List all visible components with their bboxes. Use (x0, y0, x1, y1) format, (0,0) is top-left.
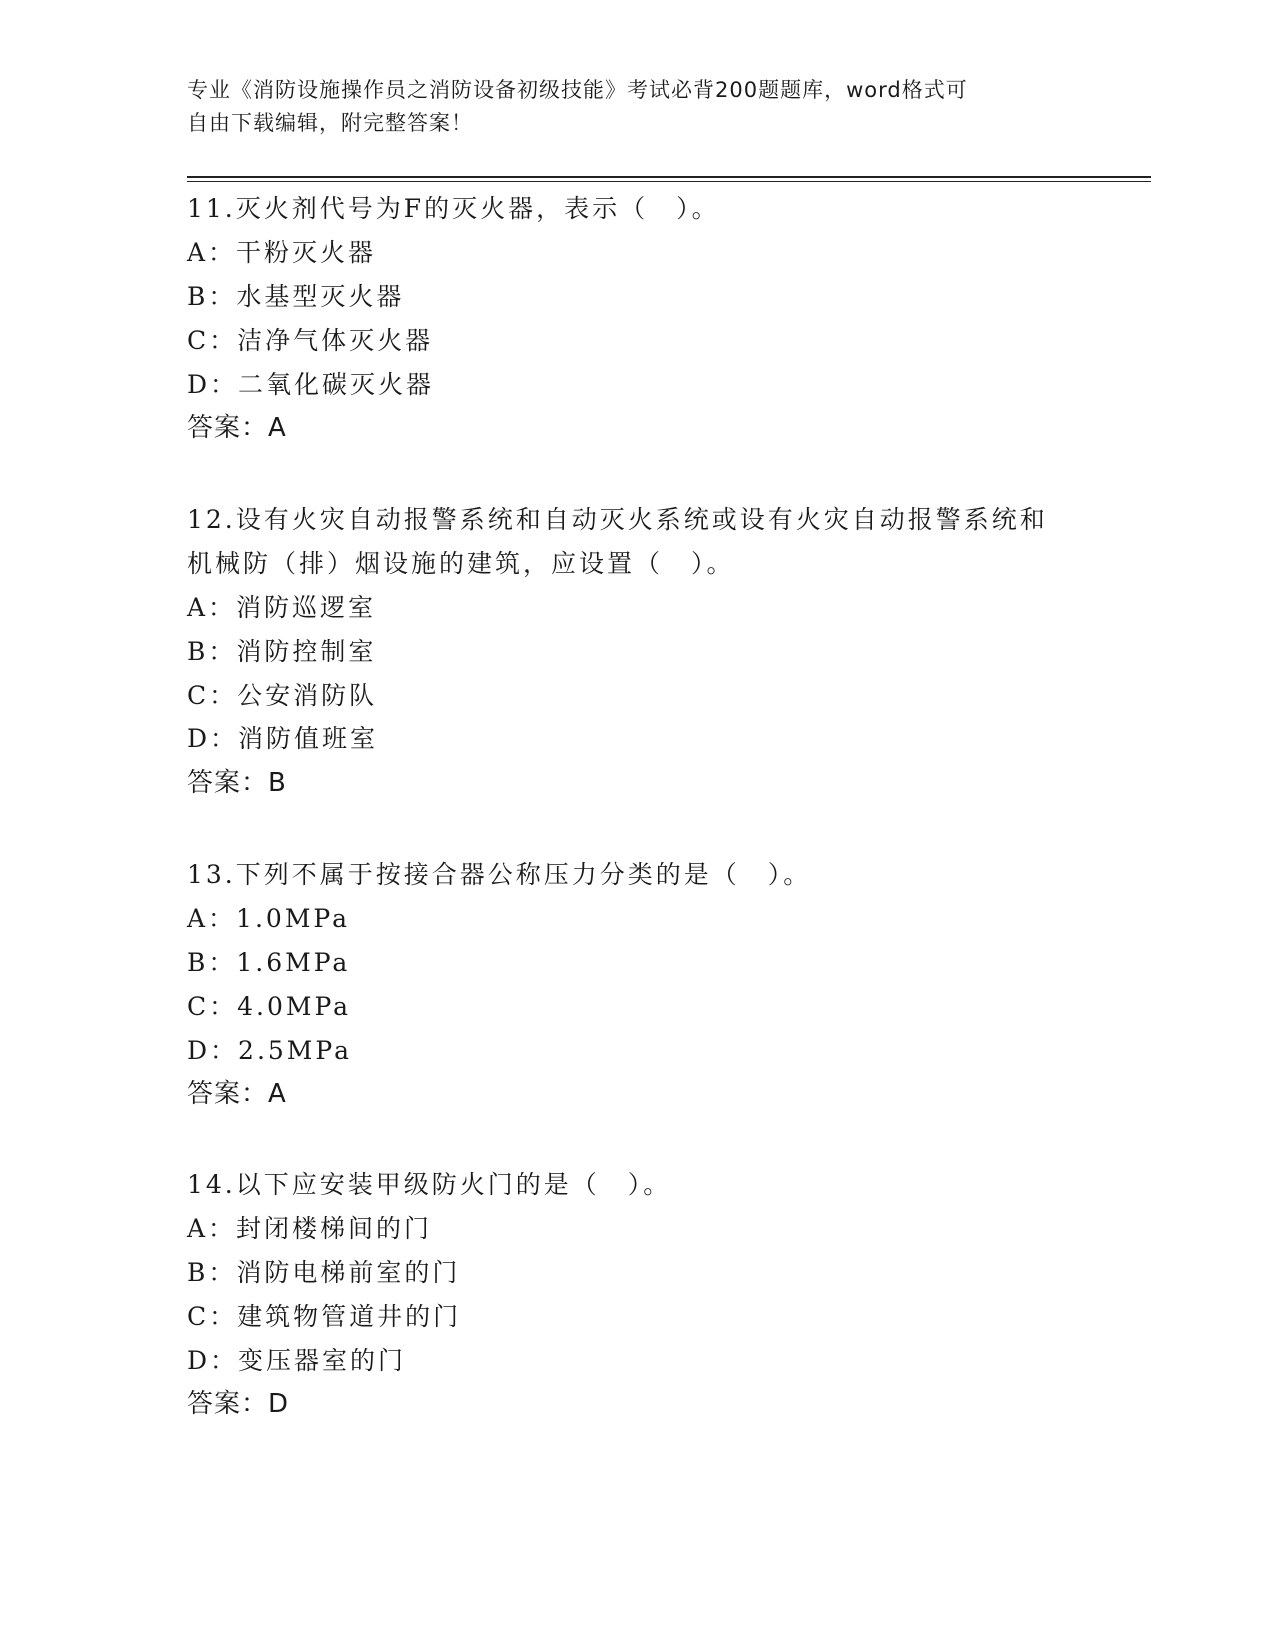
question-stem: 14.以下应安装甲级防火门的是（ ）。 (187, 1170, 672, 1199)
answer-line: 答案：A (187, 413, 287, 443)
option-d: D：变压器室的门 (187, 1346, 407, 1375)
question-stem: 13.下列不属于按接合器公称压力分类的是（ ）。 (187, 860, 812, 889)
option-c: C：公安消防队 (187, 681, 378, 710)
option-d: D：2.5MPa (187, 1036, 353, 1065)
option-b: B：消防电梯前室的门 (187, 1258, 461, 1287)
option-c: C：建筑物管道井的门 (187, 1302, 462, 1331)
document-header (187, 74, 1087, 140)
option-d: D：消防值班室 (187, 724, 379, 753)
option-c: C：洁净气体灭火器 (187, 326, 434, 355)
question-stem: 11.灭火剂代号为F的灭火器，表示（ ）。 (187, 194, 720, 223)
header-divider-thin (187, 181, 1151, 182)
option-b: B：水基型灭火器 (187, 282, 405, 311)
answer-line: 答案：D (187, 1389, 290, 1419)
option-a: A：1.0MPa (187, 904, 351, 933)
option-d: D：二氧化碳灭火器 (187, 370, 435, 399)
answer-line: 答案：B (187, 768, 287, 798)
header-line-1: 专业《消防设施操作员之消防设备初级技能》考试必背200题题库，word格式可 (187, 78, 968, 102)
option-a: A：干粉灭火器 (187, 238, 377, 267)
option-a: A：消防巡逻室 (187, 593, 377, 622)
option-c: C：4.0MPa (187, 992, 352, 1021)
option-b: B：消防控制室 (187, 637, 377, 666)
question-stem-continued: 机械防（排）烟设施的建筑，应设置（ ）。 (187, 549, 735, 578)
header-line-2: 自由下载编辑，附完整答案！ (187, 111, 473, 135)
header-divider-thick (187, 176, 1151, 178)
question-stem: 12.设有火灾自动报警系统和自动灭火系统或设有火灾自动报警系统和 (187, 505, 1048, 534)
option-b: B：1.6MPa (187, 948, 351, 977)
answer-line: 答案：A (187, 1079, 287, 1109)
option-a: A：封闭楼梯间的门 (187, 1214, 433, 1243)
